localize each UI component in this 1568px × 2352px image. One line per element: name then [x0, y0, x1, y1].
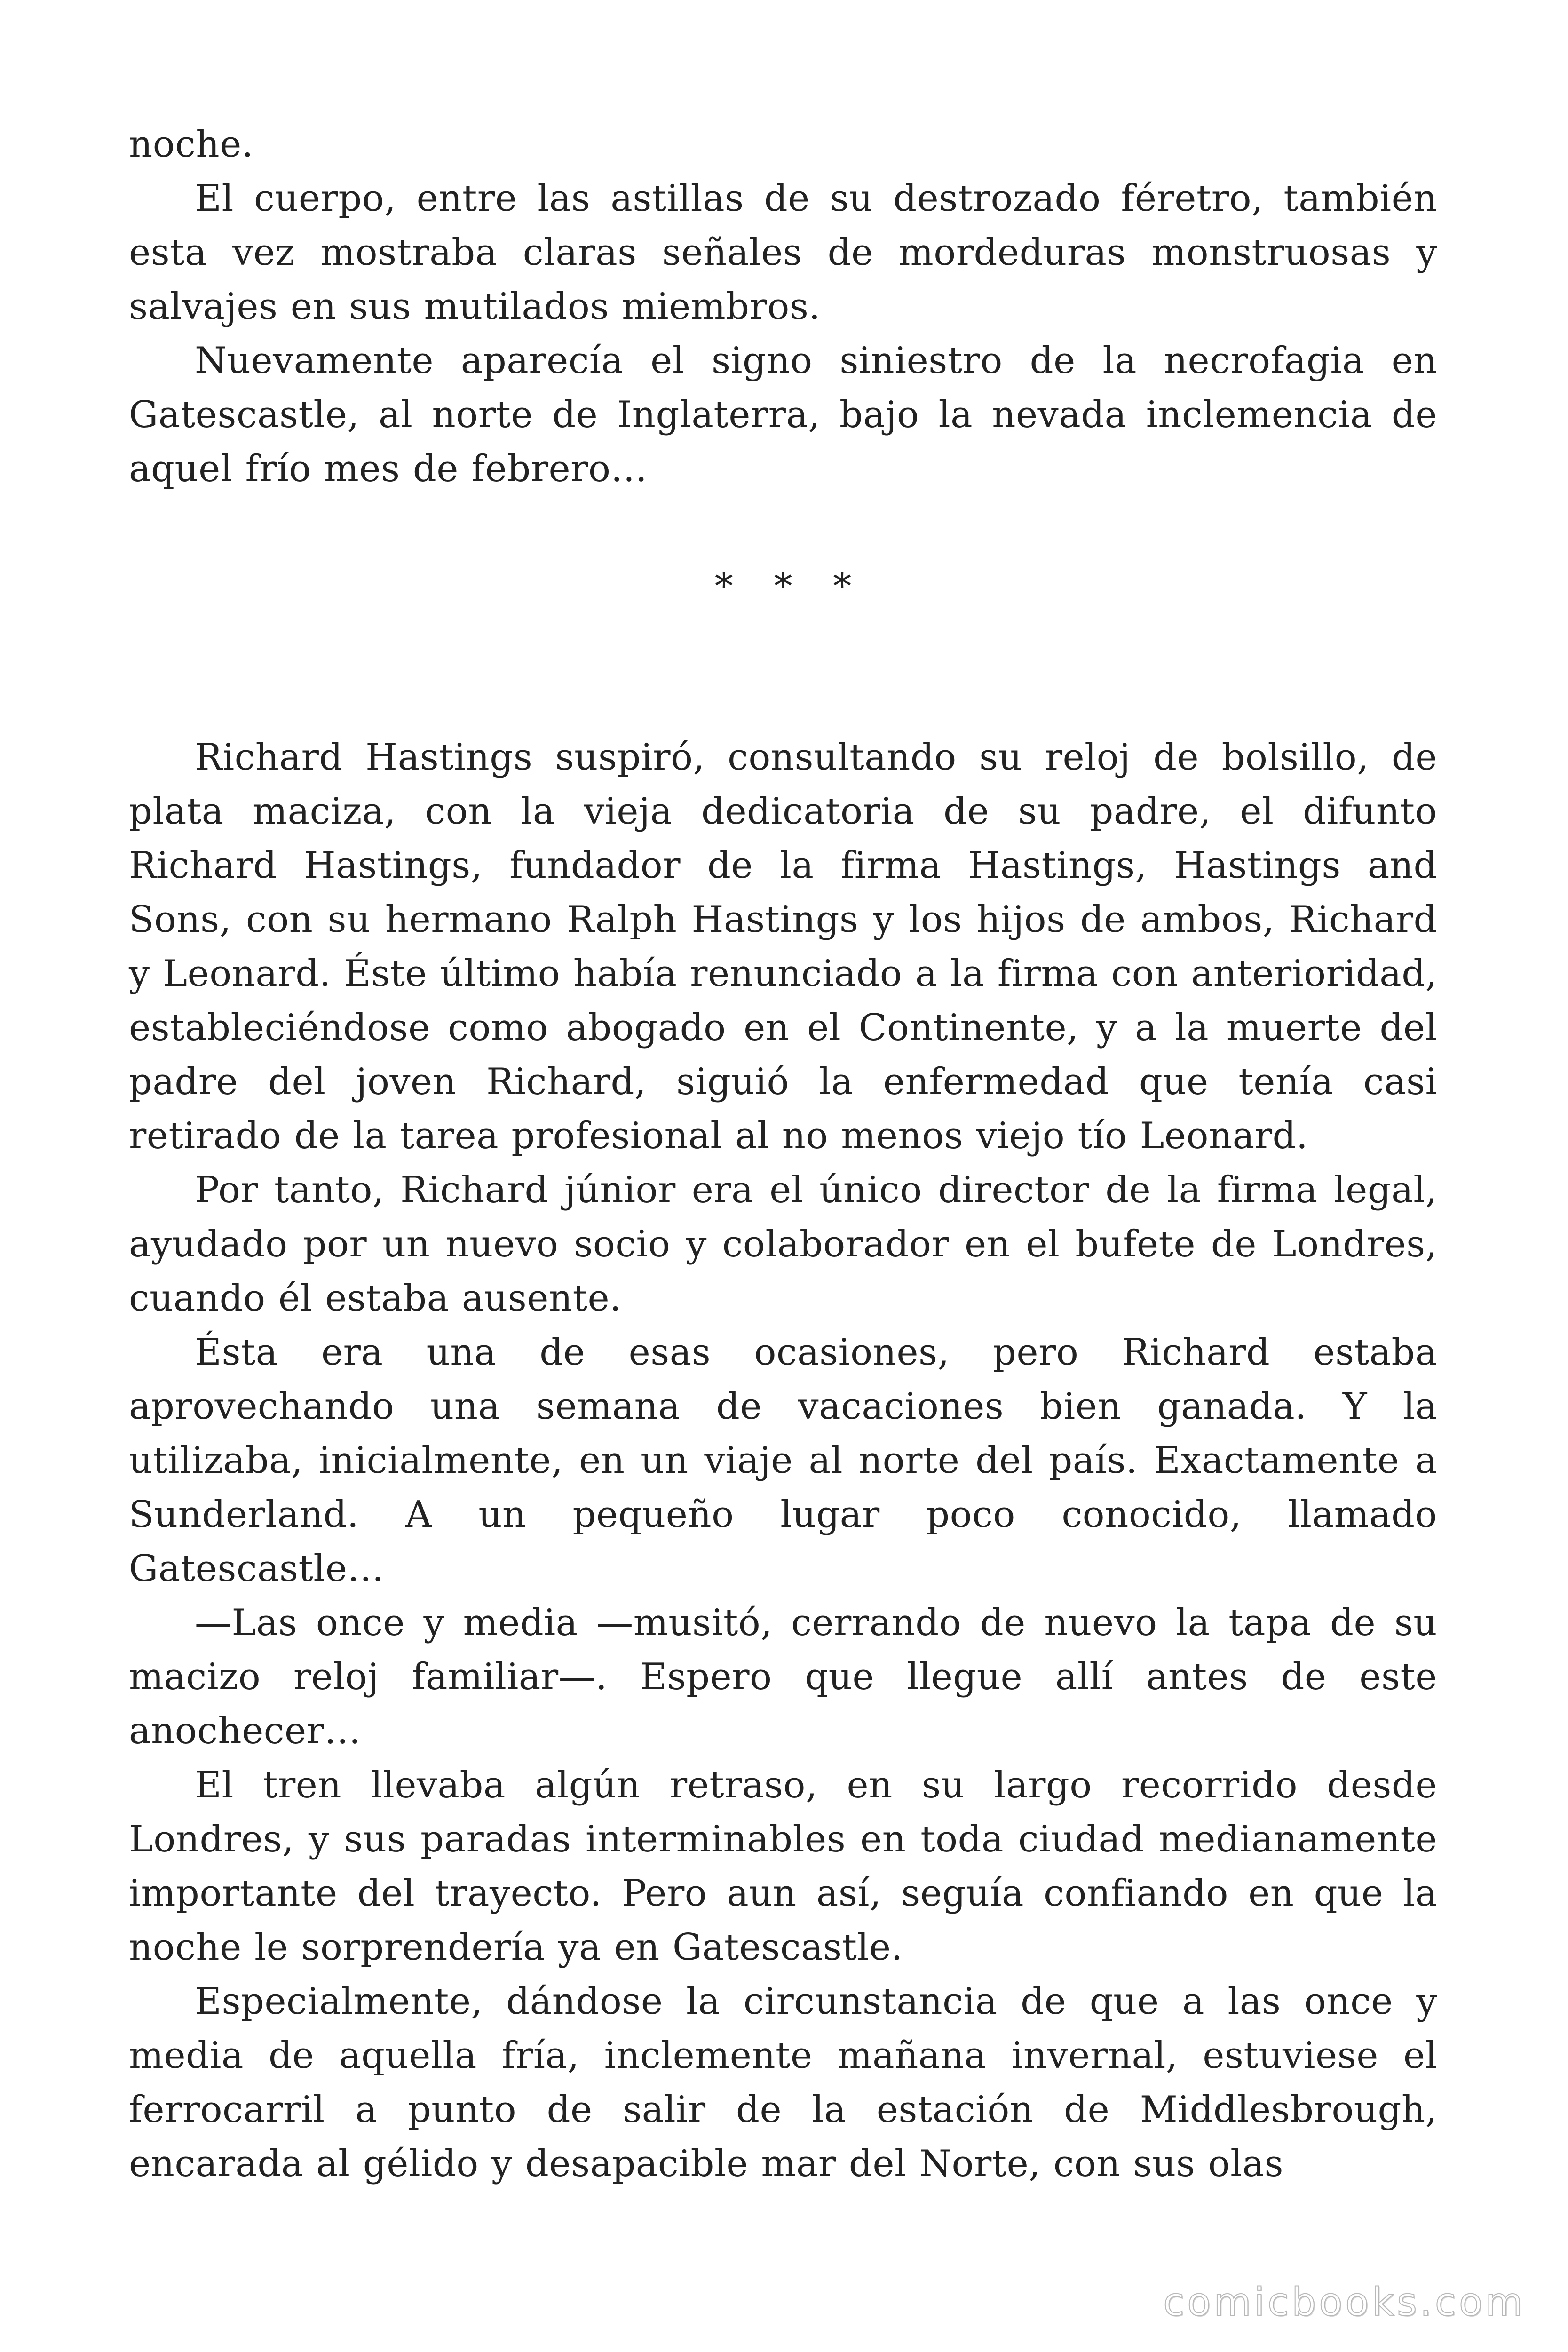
section-separator: * * *: [714, 565, 866, 608]
watermark: comicbooks.com: [1163, 2280, 1526, 2325]
paragraph: El cuerpo, entre las astillas de su destrozado féretro, también esta vez mostraba claras señales de mordeduras monstruosas y salvajes en sus mutilados miembros.: [129, 177, 1437, 328]
page-text: [129, 118, 1437, 2191]
paragraph: Richard Hastings suspiró, consultando su reloj de bolsillo, de plata maciza, con la vieja dedicatoria de su padre, el difunto Richard Hastings, fundador de la firma Hastings, Hastings and Sons, con su hermano Ralph Hastings y los hijos de ambos, Richard y Leonard. Éste último había renunciado a la firma con anterioridad, estableciéndose como abogado en el Continente, y a la muerte del padre del joven Richard, siguió la enfermedad que tenía casi retirado de la tarea profesional al no menos viejo tío Leonard.: [129, 736, 1437, 1157]
paragraph-continuation: noche.: [129, 123, 254, 166]
paragraph: Especialmente, dándose la circunstancia de que a las once y media de aquella fría, inclemente mañana invernal, estuviese el ferrocarril a punto de salir de la estación de Middlesbrough, encarada al gélido y desapacible mar del Norte, con sus olas: [129, 1980, 1437, 2185]
paragraph: Ésta era una de esas ocasiones, pero Richard estaba aprovechando una semana de vacaciones bien ganada. Y la utilizaba, inicialmente, en un viaje al norte del país. Exactamente a Sunderland. A un pequeño lugar poco conocido, llamado Gatescastle…: [129, 1331, 1437, 1590]
paragraph: El tren llevaba algún retraso, en su largo recorrido desde Londres, y sus paradas interminables en toda ciudad medianamente importante del trayecto. Pero aun así, seguía confiando en que la noche le sorprendería ya en Gatescastle.: [129, 1764, 1437, 1969]
paragraph: Por tanto, Richard júnior era el único director de la firma legal, ayudado por un nuevo socio y colaborador en el bufete de Londres, cuando él estaba ausente.: [129, 1169, 1437, 1319]
paragraph: —Las once y media —musitó, cerrando de nuevo la tapa de su macizo reloj familiar—. Espero que llegue allí antes de este anochecer…: [129, 1602, 1437, 1752]
paragraph: Nuevamente aparecía el signo siniestro de la necrofagia en Gatescastle, al norte de Inglaterra, bajo la nevada inclemencia de aquel frío mes de febrero…: [129, 340, 1437, 490]
